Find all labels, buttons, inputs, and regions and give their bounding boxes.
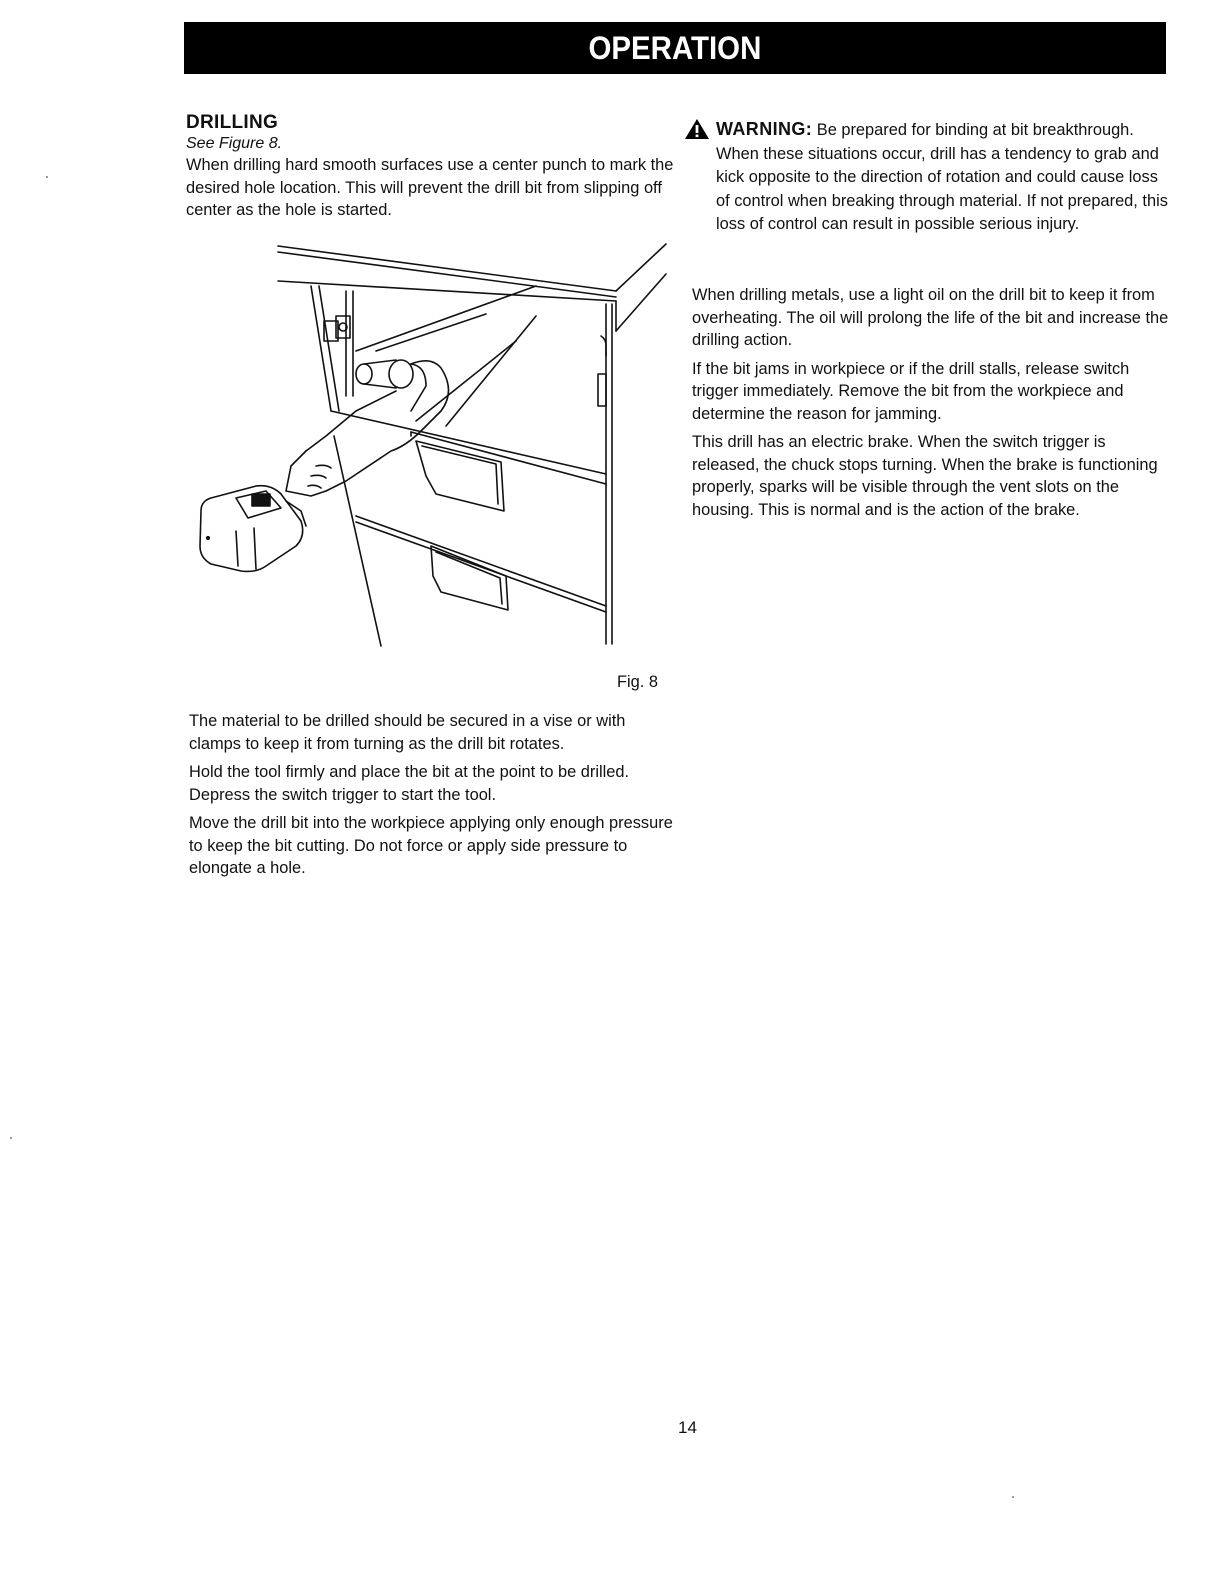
figure-caption: Fig. 8 — [617, 673, 658, 691]
warning-label: WARNING: — [716, 119, 813, 139]
warning-triangle-icon — [684, 118, 710, 140]
left-column-instructions — [189, 710, 679, 880]
drilling-heading: DRILLING — [186, 112, 279, 133]
scan-speck — [10, 1137, 12, 1139]
right-column-paragraphs — [692, 284, 1172, 521]
section-title: OPERATION — [588, 29, 762, 66]
warning-block — [692, 118, 1172, 237]
instruction-paragraph: The material to be drilled should be secured in a vise or with clamps to keep it from turning as the drill bit rotates. — [189, 712, 626, 753]
warning-body: Be prepared for binding at bit breakthrough. When these situations occur, drill has a tendency to grab and kick opposite to the direction of rotation and could cause loss of control when breaking through material. If not prepared, this loss of control can result in possible serious injury. — [716, 121, 1168, 233]
figure-8-drill-illustration — [186, 236, 676, 656]
section-header-bar — [184, 22, 1166, 74]
info-paragraph: When drilling metals, use a light oil on the drill bit to keep it from overheating. The oil will prolong the life of the bit and increase the drilling action. — [692, 286, 1169, 349]
drilling-intro-paragraph: When drilling hard smooth surfaces use a center punch to mark the desired hole location. This will prevent the drill bit from slipping off center as the hole is started. — [186, 156, 674, 219]
warning-text — [692, 118, 1172, 237]
page-number: 14 — [678, 1418, 697, 1437]
scan-speck — [46, 176, 48, 178]
left-column-intro — [186, 112, 676, 222]
info-paragraph: If the bit jams in workpiece or if the drill stalls, release switch trigger immediately. Remove the bit from the workpiece and determine the reason for jamming. — [692, 359, 1130, 423]
instruction-paragraph: Hold the tool firmly and place the bit at the point to be drilled. Depress the switch trigger to start the tool. — [189, 763, 630, 804]
scan-speck — [1012, 1496, 1014, 1498]
info-paragraph: This drill has an electric brake. When the switch trigger is released, the chuck stops turning. When the brake is functioning properly, sparks will be visible through the vent slots on the housing. This is normal and is the action of the brake. — [692, 433, 1158, 519]
see-figure-reference: See Figure 8. — [186, 135, 283, 152]
instruction-paragraph: Move the drill bit into the workpiece applying only enough pressure to keep the bit cutting. Do not force or apply side pressure to elongate a hole. — [189, 814, 673, 877]
